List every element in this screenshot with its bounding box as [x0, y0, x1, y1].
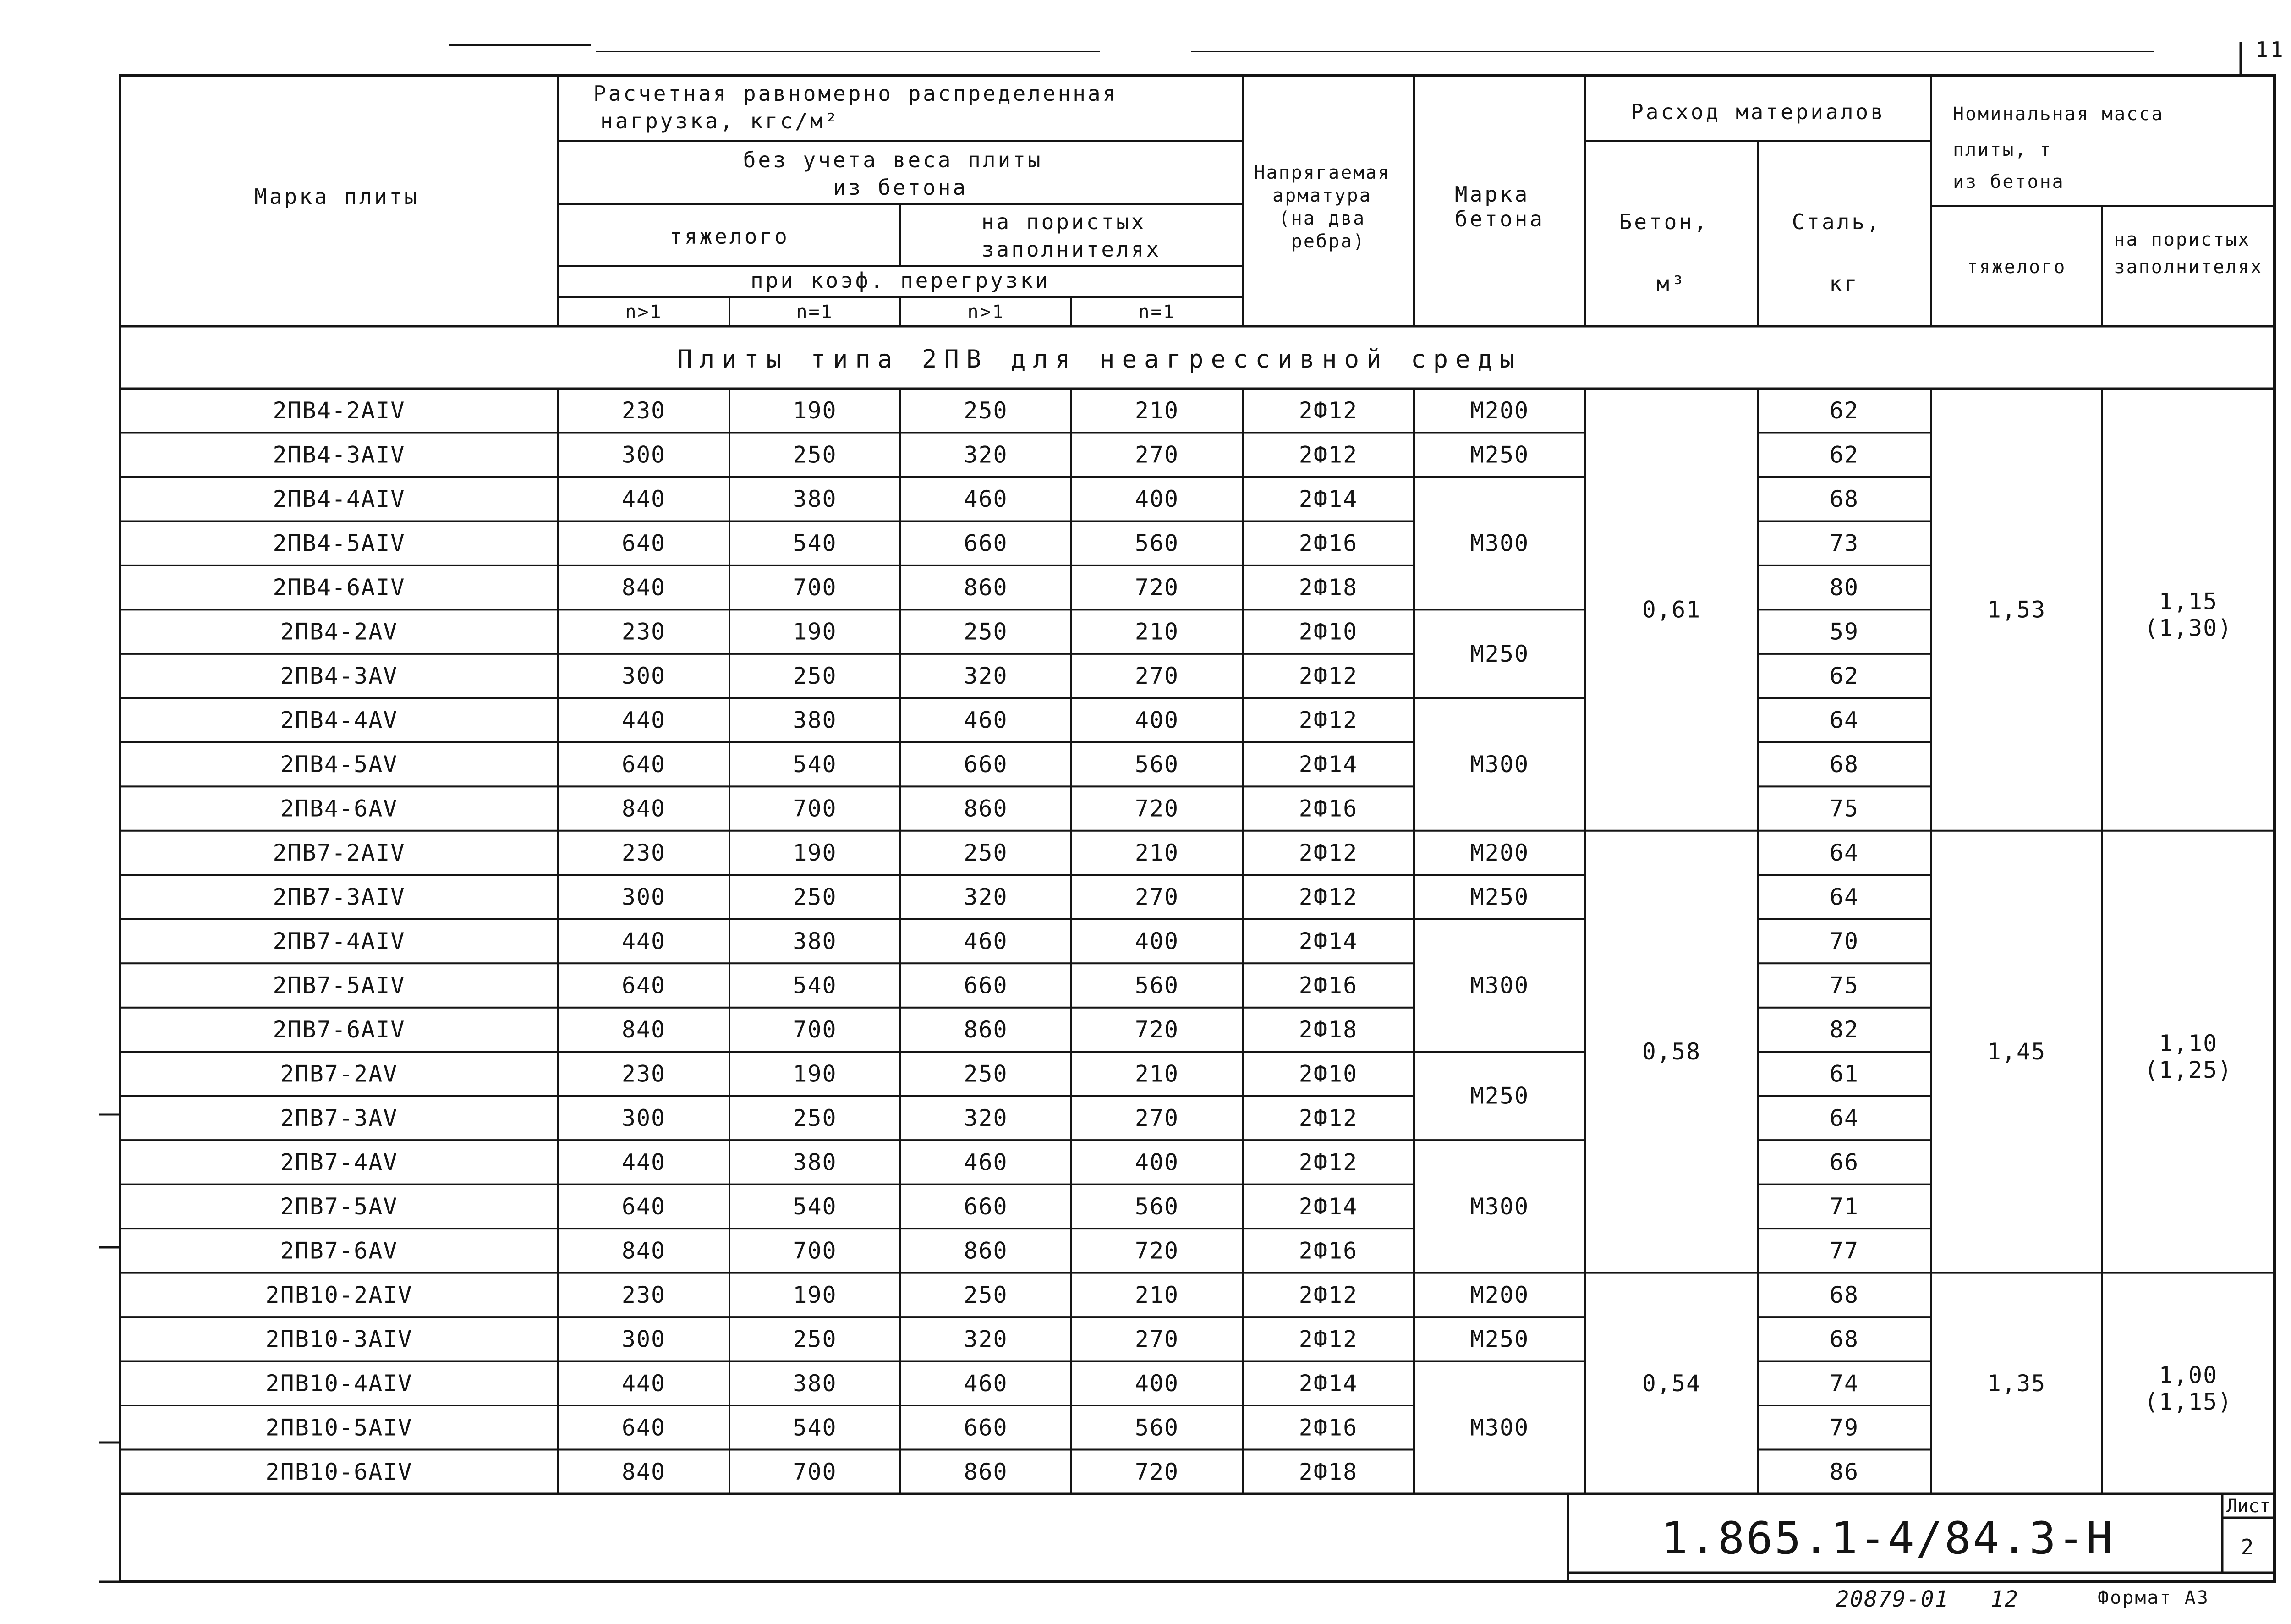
load-cell: 640	[621, 972, 666, 999]
steel-cell: 68	[1829, 751, 1859, 778]
load-cell: 700	[793, 1458, 837, 1485]
rebar-cell: 2Ф16	[1299, 795, 1358, 822]
load-cell: 540	[793, 530, 837, 557]
load-cell: 720	[1135, 1458, 1179, 1485]
concrete-volume-cell: 0,58	[1642, 1038, 1701, 1065]
plate-mark: 2ПВ7-4АV	[280, 1149, 398, 1176]
sheet-number: 2	[2241, 1535, 2256, 1559]
load-cell: 210	[1135, 397, 1179, 424]
load-cell: 190	[793, 839, 837, 867]
mass-porous-cell: 1,10	[2159, 1030, 2218, 1057]
load-cell: 210	[1135, 618, 1179, 645]
concrete-grade-cell: М200	[1470, 1281, 1529, 1308]
plate-mark: 2ПВ7-6АIV	[273, 1016, 406, 1043]
load-cell: 230	[621, 839, 666, 867]
copy-number: 12	[1990, 1586, 2019, 1612]
load-cell: 300	[621, 663, 666, 690]
load-cell: 400	[1135, 1370, 1179, 1397]
concrete-grade-cell: М200	[1470, 397, 1529, 424]
load-cell: 380	[793, 928, 837, 955]
load-cell: 720	[1135, 1237, 1179, 1264]
rebar-cell: 2Ф12	[1299, 883, 1358, 911]
header-overload: при коэф. перегрузки	[751, 268, 1050, 293]
load-cell: 300	[621, 883, 666, 911]
load-cell: 400	[1135, 1149, 1179, 1176]
load-cell: 840	[621, 1016, 666, 1043]
header-consumption: Расход материалов	[1631, 99, 1885, 124]
header-porous: на пористых заполнителях	[981, 209, 1162, 262]
header-without-weight: без учета веса плиты из бетона	[743, 148, 1043, 200]
rebar-cell: 2Ф18	[1299, 1016, 1358, 1043]
mass-heavy-cell: 1,45	[1987, 1038, 2046, 1065]
rebar-cell: 2Ф14	[1299, 928, 1358, 955]
plate-mark: 2ПВ4-6АIV	[273, 574, 406, 601]
load-cell: 250	[964, 618, 1008, 645]
load-cell: 300	[621, 441, 666, 468]
load-cell: 320	[964, 441, 1008, 468]
header-steel: Сталь, кг	[1792, 209, 1882, 296]
rebar-cell: 2Ф12	[1299, 663, 1358, 690]
concrete-grade-cell: М300	[1470, 530, 1529, 557]
steel-cell: 59	[1829, 618, 1859, 645]
load-cell: 720	[1135, 1016, 1179, 1043]
rebar-cell: 2Ф10	[1299, 618, 1358, 645]
rebar-cell: 2Ф12	[1299, 1281, 1358, 1308]
load-cell: 720	[1135, 574, 1179, 601]
load-cell: 540	[793, 972, 837, 999]
load-cell: 560	[1135, 1193, 1179, 1220]
steel-cell: 80	[1829, 574, 1859, 601]
steel-cell: 74	[1829, 1370, 1859, 1397]
header-mass-heavy: тяжелого	[1967, 257, 2066, 278]
plate-mark: 2ПВ7-2АIV	[273, 839, 406, 867]
load-cell: 560	[1135, 1414, 1179, 1441]
plate-mark: 2ПВ4-5АV	[280, 751, 398, 778]
load-cell: 320	[964, 883, 1008, 911]
load-cell: 250	[964, 1060, 1008, 1087]
load-cell: 560	[1135, 972, 1179, 999]
plate-mark: 2ПВ10-3АIV	[265, 1326, 413, 1353]
load-cell: 860	[964, 574, 1008, 601]
load-cell: 270	[1135, 883, 1179, 911]
steel-cell: 64	[1829, 1104, 1859, 1131]
concrete-grade-cell: М250	[1470, 640, 1529, 667]
plate-mark: 2ПВ4-3АV	[280, 663, 398, 690]
mass-heavy-cell: 1,53	[1987, 596, 2046, 623]
load-cell: 210	[1135, 839, 1179, 867]
rebar-cell: 2Ф16	[1299, 1414, 1358, 1441]
steel-cell: 64	[1829, 839, 1859, 867]
steel-cell: 61	[1829, 1060, 1859, 1087]
concrete-grade-cell: М250	[1470, 1082, 1529, 1109]
mass-porous-cell: 1,00	[2159, 1361, 2218, 1388]
rebar-cell: 2Ф14	[1299, 751, 1358, 778]
header-grid	[120, 75, 2275, 389]
concrete-grade-cell: М250	[1470, 1326, 1529, 1353]
rebar-cell: 2Ф14	[1299, 1370, 1358, 1397]
load-cell: 270	[1135, 663, 1179, 690]
rebar-cell: 2Ф14	[1299, 1193, 1358, 1220]
load-cell: 190	[793, 618, 837, 645]
load-cell: 660	[964, 972, 1008, 999]
plate-mark: 2ПВ10-4АIV	[265, 1370, 413, 1397]
table-body	[265, 397, 2232, 1485]
load-cell: 560	[1135, 530, 1179, 557]
load-cell: 380	[793, 486, 837, 513]
load-cell: 840	[621, 1237, 666, 1264]
steel-cell: 70	[1829, 928, 1859, 955]
load-cell: 230	[621, 618, 666, 645]
steel-cell: 66	[1829, 1149, 1859, 1176]
header-n-eq-1: n=1	[1138, 302, 1176, 323]
mass-porous-cell: (1,30)	[2144, 614, 2233, 642]
rebar-cell: 2Ф18	[1299, 574, 1358, 601]
concrete-grade-cell: М200	[1470, 839, 1529, 867]
plate-mark: 2ПВ4-2АV	[280, 618, 398, 645]
load-cell: 300	[621, 1326, 666, 1353]
load-cell: 320	[964, 663, 1008, 690]
header-n-gt-1: n>1	[625, 302, 663, 323]
header-n-gt-1: n>1	[967, 302, 1005, 323]
steel-cell: 64	[1829, 883, 1859, 911]
concrete-grade-cell: М300	[1470, 1414, 1529, 1441]
load-cell: 380	[793, 1149, 837, 1176]
page-number: 11	[2255, 37, 2286, 62]
steel-cell: 86	[1829, 1458, 1859, 1485]
load-cell: 210	[1135, 1281, 1179, 1308]
load-cell: 640	[621, 1414, 666, 1441]
mass-heavy-cell: 1,35	[1987, 1370, 2046, 1397]
body-grid	[120, 389, 2275, 1494]
steel-cell: 62	[1829, 663, 1859, 690]
load-cell: 460	[964, 928, 1008, 955]
section-title: Плиты типа 2ПВ для неагрессивной среды	[677, 345, 1522, 373]
rebar-cell: 2Ф12	[1299, 1104, 1358, 1131]
plate-mark: 2ПВ4-4АIV	[273, 486, 406, 513]
load-cell: 860	[964, 1237, 1008, 1264]
load-cell: 840	[621, 795, 666, 822]
load-cell: 230	[621, 397, 666, 424]
inventory-number: 20879-01	[1836, 1586, 1949, 1612]
rebar-cell: 2Ф14	[1299, 486, 1358, 513]
header-n-eq-1: n=1	[796, 302, 833, 323]
header-mass-title: Номинальная масса плиты, т из бетона	[1953, 104, 2164, 192]
plate-mark: 2ПВ4-6АV	[280, 795, 398, 822]
load-cell: 190	[793, 1060, 837, 1087]
plate-mark: 2ПВ7-6АV	[280, 1237, 398, 1264]
load-cell: 250	[793, 1104, 837, 1131]
load-cell: 250	[793, 883, 837, 911]
load-cell: 640	[621, 1193, 666, 1220]
header-load-title: Расчетная равномерно распределенная нагрузка, кгс/м²	[593, 81, 1118, 133]
load-cell: 380	[793, 1370, 837, 1397]
plate-mark: 2ПВ7-3АIV	[273, 883, 406, 911]
rebar-cell: 2Ф16	[1299, 972, 1358, 999]
load-cell: 400	[1135, 928, 1179, 955]
load-cell: 460	[964, 486, 1008, 513]
load-cell: 190	[793, 397, 837, 424]
load-cell: 860	[964, 1458, 1008, 1485]
plate-mark: 2ПВ7-3АV	[280, 1104, 398, 1131]
steel-cell: 68	[1829, 486, 1859, 513]
rebar-cell: 2Ф12	[1299, 1326, 1358, 1353]
concrete-grade-cell: М300	[1470, 972, 1529, 999]
load-cell: 860	[964, 1016, 1008, 1043]
load-cell: 540	[793, 751, 837, 778]
rebar-cell: 2Ф16	[1299, 530, 1358, 557]
load-cell: 440	[621, 486, 666, 513]
header-concrete-volume: Бетон, м³	[1619, 209, 1709, 296]
header-rebar: Напрягаемая арматура (на два ребра)	[1254, 162, 1391, 252]
steel-cell: 71	[1829, 1193, 1859, 1220]
concrete-volume-cell: 0,61	[1642, 596, 1701, 623]
load-cell: 440	[621, 1370, 666, 1397]
steel-cell: 82	[1829, 1016, 1859, 1043]
load-cell: 860	[964, 795, 1008, 822]
concrete-grade-cell: М250	[1470, 883, 1529, 911]
load-cell: 230	[621, 1060, 666, 1087]
load-cell: 460	[964, 707, 1008, 734]
load-cell: 300	[621, 1104, 666, 1131]
format-label: Формат А3	[2098, 1587, 2209, 1608]
load-cell: 440	[621, 928, 666, 955]
plate-mark: 2ПВ10-2АIV	[265, 1281, 413, 1308]
load-cell: 250	[793, 663, 837, 690]
load-cell: 660	[964, 751, 1008, 778]
load-cell: 660	[964, 1414, 1008, 1441]
plate-mark: 2ПВ10-6АIV	[265, 1458, 413, 1485]
load-cell: 840	[621, 1458, 666, 1485]
load-cell: 460	[964, 1149, 1008, 1176]
load-cell: 660	[964, 1193, 1008, 1220]
load-cell: 560	[1135, 751, 1179, 778]
plate-mark: 2ПВ10-5АIV	[265, 1414, 413, 1441]
load-cell: 380	[793, 707, 837, 734]
load-cell: 250	[793, 441, 837, 468]
load-cell: 270	[1135, 441, 1179, 468]
load-cell: 720	[1135, 795, 1179, 822]
steel-cell: 75	[1829, 795, 1859, 822]
load-cell: 270	[1135, 1104, 1179, 1131]
plate-mark: 2ПВ7-5АIV	[273, 972, 406, 999]
rebar-cell: 2Ф10	[1299, 1060, 1358, 1087]
rebar-cell: 2Ф12	[1299, 839, 1358, 867]
load-cell: 660	[964, 530, 1008, 557]
concrete-volume-cell: 0,54	[1642, 1370, 1701, 1397]
rebar-cell: 2Ф12	[1299, 441, 1358, 468]
plate-mark: 2ПВ7-5АV	[280, 1193, 398, 1220]
steel-cell: 68	[1829, 1281, 1859, 1308]
plate-mark: 2ПВ4-3АIV	[273, 441, 406, 468]
load-cell: 460	[964, 1370, 1008, 1397]
rebar-cell: 2Ф12	[1299, 707, 1358, 734]
load-cell: 840	[621, 574, 666, 601]
rebar-cell: 2Ф12	[1299, 397, 1358, 424]
load-cell: 700	[793, 795, 837, 822]
load-cell: 230	[621, 1281, 666, 1308]
steel-cell: 64	[1829, 707, 1859, 734]
load-cell: 210	[1135, 1060, 1179, 1087]
load-cell: 700	[793, 574, 837, 601]
plate-mark: 2ПВ4-4АV	[280, 707, 398, 734]
mass-porous-cell: 1,15	[2159, 588, 2218, 615]
table-header	[254, 81, 2263, 323]
load-cell: 440	[621, 707, 666, 734]
load-cell: 400	[1135, 707, 1179, 734]
steel-cell: 73	[1829, 530, 1859, 557]
steel-cell: 68	[1829, 1326, 1859, 1353]
load-cell: 270	[1135, 1326, 1179, 1353]
header-mark: Марка плиты	[254, 184, 419, 209]
steel-cell: 77	[1829, 1237, 1859, 1264]
steel-cell: 75	[1829, 972, 1859, 999]
plate-mark: 2ПВ7-4АIV	[273, 928, 406, 955]
load-cell: 250	[964, 397, 1008, 424]
load-cell: 250	[964, 1281, 1008, 1308]
plate-mark: 2ПВ7-2АV	[280, 1060, 398, 1087]
mass-porous-cell: (1,15)	[2144, 1388, 2233, 1415]
rebar-cell: 2Ф12	[1299, 1149, 1358, 1176]
load-cell: 540	[793, 1193, 837, 1220]
header-mass-porous: на пористых заполнителях	[2114, 229, 2263, 278]
load-cell: 320	[964, 1104, 1008, 1131]
header-heavy: тяжелого	[669, 224, 789, 249]
load-cell: 640	[621, 530, 666, 557]
load-cell: 400	[1135, 486, 1179, 513]
table-frame	[120, 75, 2275, 1582]
load-cell: 540	[793, 1414, 837, 1441]
concrete-grade-cell: М300	[1470, 751, 1529, 778]
concrete-grade-cell: М300	[1470, 1193, 1529, 1220]
sheet-label: Лист	[2226, 1496, 2271, 1517]
load-cell: 320	[964, 1326, 1008, 1353]
steel-cell: 79	[1829, 1414, 1859, 1441]
load-cell: 700	[793, 1016, 837, 1043]
load-cell: 440	[621, 1149, 666, 1176]
concrete-grade-cell: М250	[1470, 441, 1529, 468]
document-code: 1.865.1-4/84.3-Н	[1661, 1513, 2115, 1564]
rebar-cell: 2Ф16	[1299, 1237, 1358, 1264]
header-concrete-grade: Марка бетона	[1454, 182, 1545, 231]
load-cell: 640	[621, 751, 666, 778]
load-cell: 700	[793, 1237, 837, 1264]
load-cell: 190	[793, 1281, 837, 1308]
rebar-cell: 2Ф18	[1299, 1458, 1358, 1485]
steel-cell: 62	[1829, 397, 1859, 424]
load-cell: 250	[793, 1326, 837, 1353]
mass-porous-cell: (1,25)	[2144, 1057, 2233, 1084]
plate-mark: 2ПВ4-2АIV	[273, 397, 406, 424]
load-cell: 250	[964, 839, 1008, 867]
plate-mark: 2ПВ4-5АIV	[273, 530, 406, 557]
steel-cell: 62	[1829, 441, 1859, 468]
